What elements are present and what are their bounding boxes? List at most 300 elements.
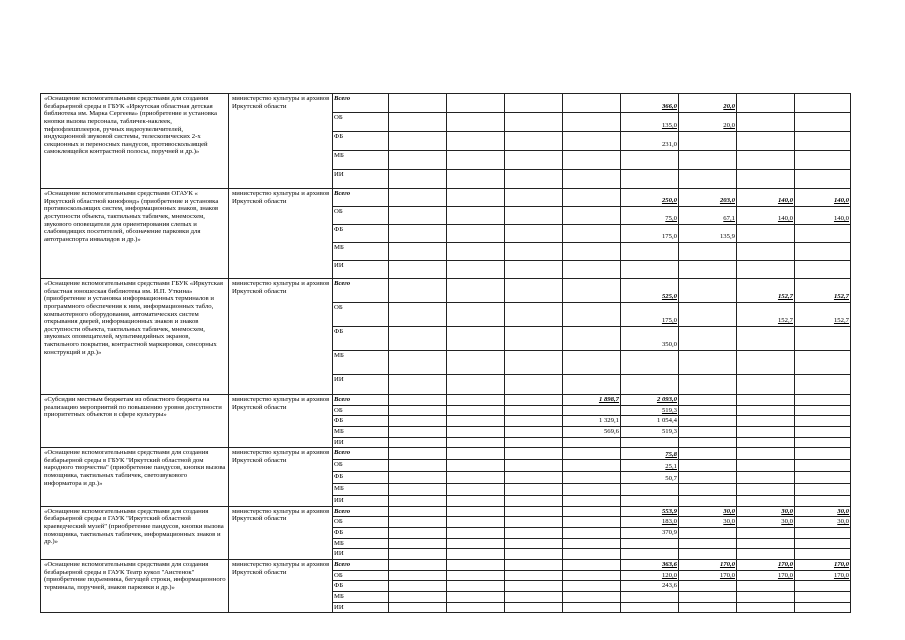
funding-source: ОБ <box>333 207 389 225</box>
amount-cell <box>737 528 795 539</box>
amount-cell <box>447 506 505 517</box>
amount-cell <box>505 460 563 472</box>
amount-cell <box>447 591 505 602</box>
amount-cell <box>389 448 447 460</box>
amount-cell <box>389 472 447 484</box>
amount-cell <box>679 484 737 496</box>
amount-cell <box>795 395 851 406</box>
amount-cell <box>447 426 505 437</box>
table-row <box>41 448 851 460</box>
amount-cell: 30,0 <box>679 517 737 528</box>
amount-cell <box>795 426 851 437</box>
amount-cell <box>563 496 621 507</box>
amount-cell <box>389 395 447 406</box>
amount-cell: 525,0 <box>621 279 679 303</box>
amount-cell <box>447 113 505 132</box>
amount-cell <box>563 549 621 560</box>
table-row <box>41 279 851 303</box>
amount-cell <box>795 132 851 151</box>
amount-cell <box>737 602 795 613</box>
amount-cell <box>505 113 563 132</box>
amount-cell <box>389 207 447 225</box>
amount-cell: 1 329,1 <box>563 416 621 427</box>
amount-cell <box>389 113 447 132</box>
amount-cell <box>389 405 447 416</box>
amount-cell <box>621 602 679 613</box>
amount-cell <box>389 151 447 170</box>
funding-source: ОБ <box>333 405 389 416</box>
amount-cell <box>795 225 851 243</box>
amount-cell <box>505 351 563 375</box>
amount-cell <box>389 528 447 539</box>
amount-cell <box>563 405 621 416</box>
amount-cell <box>505 189 563 207</box>
amount-cell <box>679 448 737 460</box>
amount-cell <box>563 560 621 571</box>
amount-cell: 152,7 <box>737 279 795 303</box>
amount-cell: 20,0 <box>679 94 737 113</box>
amount-cell <box>447 279 505 303</box>
funding-source: ФБ <box>333 132 389 151</box>
funding-source: ИИ <box>333 261 389 279</box>
amount-cell <box>447 472 505 484</box>
amount-cell <box>795 549 851 560</box>
amount-cell <box>447 207 505 225</box>
measure-description: «Оснащение вспомогательными средствами ОГАУК « Иркутский областной кинофонд» (приобретение и установка противоскользящих систем, информационных знаков, знаков доступности объекта, тактильных табличек, мнемосхем, звукового оповещателя для ориентирования слепых и слабовидящих посетителей, обозначение парковки для автотранспорта инвалидов и др.)» <box>41 189 229 279</box>
amount-cell: 67,1 <box>679 207 737 225</box>
amount-cell <box>795 243 851 261</box>
amount-cell <box>795 496 851 507</box>
amount-cell <box>389 170 447 189</box>
amount-cell <box>447 560 505 571</box>
amount-cell <box>389 375 447 395</box>
amount-cell <box>563 581 621 592</box>
amount-cell <box>505 243 563 261</box>
funding-source: МБ <box>333 151 389 170</box>
amount-cell <box>447 460 505 472</box>
amount-cell <box>737 243 795 261</box>
amount-cell <box>679 591 737 602</box>
amount-cell: 152,7 <box>737 303 795 327</box>
amount-cell <box>795 528 851 539</box>
funding-source: Всего <box>333 395 389 406</box>
amount-cell <box>447 437 505 448</box>
amount-cell <box>505 416 563 427</box>
amount-cell: 243,6 <box>621 581 679 592</box>
amount-cell <box>621 351 679 375</box>
amount-cell: 140,0 <box>737 189 795 207</box>
amount-cell <box>621 591 679 602</box>
measure-description: «Оснащение вспомогательными средствами для создания безбарьерной среды в ГАУК "Иркутский областной краеведческий музей" (приобретение пандусов, кнопки вызова помощника, тактильных табличек, информационных знаков и др.)» <box>41 506 229 559</box>
amount-cell <box>447 94 505 113</box>
measure-description: «Субсидии местным бюджетам из областного бюджета на реализацию мероприятий по повышению уровня доступности приоритетных объектов в сфере культуры» <box>41 395 229 448</box>
amount-cell <box>795 261 851 279</box>
amount-cell: 170,0 <box>795 570 851 581</box>
funding-source: Всего <box>333 94 389 113</box>
amount-cell <box>447 375 505 395</box>
amount-cell <box>389 581 447 592</box>
amount-cell <box>563 375 621 395</box>
amount-cell <box>389 460 447 472</box>
amount-cell <box>679 351 737 375</box>
amount-cell <box>737 460 795 472</box>
amount-cell <box>737 549 795 560</box>
amount-cell <box>505 528 563 539</box>
amount-cell <box>447 484 505 496</box>
amount-cell <box>737 416 795 427</box>
table-row <box>41 395 851 406</box>
amount-cell <box>737 170 795 189</box>
amount-cell: 170,0 <box>679 560 737 571</box>
funding-source: МБ <box>333 538 389 549</box>
amount-cell: 20,0 <box>679 113 737 132</box>
amount-cell <box>563 351 621 375</box>
amount-cell <box>563 279 621 303</box>
amount-cell <box>505 405 563 416</box>
funding-source: МБ <box>333 484 389 496</box>
amount-cell <box>447 261 505 279</box>
funding-source: Всего <box>333 189 389 207</box>
amount-cell <box>679 261 737 279</box>
amount-cell <box>389 426 447 437</box>
amount-cell <box>737 151 795 170</box>
amount-cell <box>737 496 795 507</box>
amount-cell <box>389 437 447 448</box>
amount-cell <box>447 538 505 549</box>
amount-cell <box>563 189 621 207</box>
funding-source: ИИ <box>333 170 389 189</box>
funding-source: МБ <box>333 426 389 437</box>
amount-cell <box>389 132 447 151</box>
amount-cell: 170,0 <box>795 560 851 571</box>
amount-cell <box>737 351 795 375</box>
amount-cell <box>505 570 563 581</box>
funding-source: ИИ <box>333 549 389 560</box>
amount-cell <box>563 170 621 189</box>
amount-cell <box>795 94 851 113</box>
amount-cell <box>389 560 447 571</box>
amount-cell: 30,0 <box>795 517 851 528</box>
amount-cell <box>795 484 851 496</box>
amount-cell: 2 093,0 <box>621 395 679 406</box>
amount-cell <box>563 94 621 113</box>
amount-cell: 350,0 <box>621 327 679 351</box>
amount-cell: 231,0 <box>621 132 679 151</box>
amount-cell: 370,9 <box>621 528 679 539</box>
amount-cell <box>621 375 679 395</box>
amount-cell <box>679 405 737 416</box>
amount-cell <box>679 549 737 560</box>
executor: министерство культуры и архивов Иркутской области <box>229 506 333 559</box>
measure-description: «Оснащение вспомогательными средствами для создания безбарьерной среды в ГБУК «Иркутская областная детская библиотека им. Марка Сергеева» (приобретение и установка кнопки вызова персонала, табличек-наклеек, тифлофлешплееров, ручных видеоувеличителей, индукционной звуковой системы, телескопических 2-х секционных и переносных пандусов, противоскользящей самоклеящейся контрастной полосы, поручней и др.)» <box>41 94 229 189</box>
amount-cell <box>679 472 737 484</box>
amount-cell <box>737 375 795 395</box>
amount-cell <box>737 225 795 243</box>
amount-cell <box>621 170 679 189</box>
amount-cell <box>795 351 851 375</box>
funding-source: ФБ <box>333 528 389 539</box>
amount-cell <box>737 484 795 496</box>
funding-source: ФБ <box>333 416 389 427</box>
amount-cell <box>505 261 563 279</box>
amount-cell <box>389 538 447 549</box>
amount-cell <box>679 528 737 539</box>
amount-cell <box>795 327 851 351</box>
amount-cell: 50,7 <box>621 472 679 484</box>
amount-cell <box>505 496 563 507</box>
amount-cell <box>795 602 851 613</box>
funding-source: Всего <box>333 560 389 571</box>
amount-cell: 135,0 <box>621 113 679 132</box>
amount-cell: 30,0 <box>679 506 737 517</box>
executor: министерство культуры и архивов Иркутской области <box>229 279 333 395</box>
amount-cell: 140,0 <box>795 189 851 207</box>
amount-cell <box>563 327 621 351</box>
amount-cell <box>795 170 851 189</box>
amount-cell: 140,0 <box>737 207 795 225</box>
amount-cell <box>505 327 563 351</box>
funding-source: ИИ <box>333 375 389 395</box>
amount-cell <box>447 602 505 613</box>
amount-cell <box>563 602 621 613</box>
amount-cell <box>389 517 447 528</box>
amount-cell <box>447 170 505 189</box>
amount-cell: 140,0 <box>795 207 851 225</box>
amount-cell: 152,7 <box>795 279 851 303</box>
amount-cell <box>389 351 447 375</box>
measure-description: «Оснащение вспомогательными средствами для создания безбарьерной среды в ГАУК Театр кукол "Аистенок"(приобретение подъемника, бегущей строки, информационного терминала, поручней, знаков парковки и др.)» <box>41 560 229 613</box>
amount-cell <box>563 460 621 472</box>
amount-cell <box>447 528 505 539</box>
amount-cell <box>505 303 563 327</box>
amount-cell: 1 898,7 <box>563 395 621 406</box>
amount-cell <box>795 591 851 602</box>
amount-cell <box>505 279 563 303</box>
amount-cell <box>389 591 447 602</box>
amount-cell <box>447 416 505 427</box>
amount-cell <box>795 581 851 592</box>
amount-cell <box>737 581 795 592</box>
funding-source: ФБ <box>333 327 389 351</box>
amount-cell: 170,0 <box>737 570 795 581</box>
amount-cell <box>795 113 851 132</box>
amount-cell: 183,0 <box>621 517 679 528</box>
amount-cell <box>389 549 447 560</box>
amount-cell <box>795 448 851 460</box>
funding-source: ИИ <box>333 496 389 507</box>
amount-cell <box>679 602 737 613</box>
executor: министерство культуры и архивов Иркутской области <box>229 189 333 279</box>
amount-cell <box>389 261 447 279</box>
amount-cell <box>737 538 795 549</box>
amount-cell <box>679 437 737 448</box>
amount-cell <box>389 416 447 427</box>
amount-cell <box>737 94 795 113</box>
amount-cell <box>505 517 563 528</box>
amount-cell <box>737 472 795 484</box>
amount-cell: 363,6 <box>621 560 679 571</box>
measure-description: «Оснащение вспомогательными средствами для создания безбарьерной среды в ГБУК "Иркутский областной дом народного творчества" (приобретение пандусов, кнопки вызова помощника, тактильных табличек, светозвукового информатора и др.)» <box>41 448 229 507</box>
amount-cell <box>563 506 621 517</box>
amount-cell <box>621 437 679 448</box>
amount-cell <box>679 581 737 592</box>
amount-cell <box>447 132 505 151</box>
amount-cell <box>389 506 447 517</box>
amount-cell <box>505 581 563 592</box>
funding-source: ОБ <box>333 303 389 327</box>
amount-cell <box>737 132 795 151</box>
amount-cell: 175,0 <box>621 225 679 243</box>
amount-cell <box>737 426 795 437</box>
amount-cell <box>563 472 621 484</box>
amount-cell <box>505 591 563 602</box>
executor: министерство культуры и архивов Иркутской области <box>229 94 333 189</box>
program-table <box>40 93 851 613</box>
amount-cell: 553,9 <box>621 506 679 517</box>
funding-source: МБ <box>333 243 389 261</box>
amount-cell <box>447 327 505 351</box>
amount-cell <box>389 303 447 327</box>
amount-cell <box>679 151 737 170</box>
amount-cell <box>679 426 737 437</box>
amount-cell <box>621 496 679 507</box>
amount-cell <box>447 243 505 261</box>
amount-cell <box>679 132 737 151</box>
executor: министерство культуры и архивов Иркутской области <box>229 448 333 507</box>
amount-cell <box>447 151 505 170</box>
amount-cell: 30,0 <box>795 506 851 517</box>
amount-cell <box>389 496 447 507</box>
amount-cell: 203,0 <box>679 189 737 207</box>
funding-source: ОБ <box>333 570 389 581</box>
amount-cell <box>447 351 505 375</box>
amount-cell <box>447 517 505 528</box>
amount-cell <box>679 243 737 261</box>
amount-cell <box>737 448 795 460</box>
amount-cell <box>389 484 447 496</box>
amount-cell <box>505 132 563 151</box>
amount-cell: 120,0 <box>621 570 679 581</box>
amount-cell: 170,0 <box>737 560 795 571</box>
amount-cell <box>505 602 563 613</box>
amount-cell <box>679 416 737 427</box>
amount-cell: 75,0 <box>621 207 679 225</box>
amount-cell <box>795 472 851 484</box>
amount-cell <box>447 225 505 243</box>
funding-source: ОБ <box>333 460 389 472</box>
amount-cell <box>505 560 563 571</box>
amount-cell: 366,0 <box>621 94 679 113</box>
executor: министерство культуры и архивов Иркутской области <box>229 395 333 448</box>
amount-cell: 170,0 <box>679 570 737 581</box>
amount-cell <box>621 538 679 549</box>
amount-cell <box>563 528 621 539</box>
amount-cell <box>679 395 737 406</box>
amount-cell <box>563 448 621 460</box>
funding-source: ФБ <box>333 472 389 484</box>
funding-source: МБ <box>333 351 389 375</box>
amount-cell <box>679 496 737 507</box>
table-row <box>41 506 851 517</box>
amount-cell <box>621 549 679 560</box>
amount-cell <box>679 538 737 549</box>
amount-cell <box>621 261 679 279</box>
amount-cell <box>737 327 795 351</box>
funding-source: ИИ <box>333 602 389 613</box>
amount-cell <box>563 261 621 279</box>
amount-cell <box>679 170 737 189</box>
funding-source: ОБ <box>333 517 389 528</box>
amount-cell <box>505 448 563 460</box>
amount-cell <box>447 395 505 406</box>
amount-cell <box>563 151 621 170</box>
amount-cell: 135,9 <box>679 225 737 243</box>
amount-cell <box>737 405 795 416</box>
amount-cell <box>447 549 505 560</box>
amount-cell <box>563 207 621 225</box>
amount-cell: 30,0 <box>737 517 795 528</box>
amount-cell <box>795 375 851 395</box>
amount-cell <box>563 437 621 448</box>
amount-cell <box>679 327 737 351</box>
amount-cell: 30,0 <box>737 506 795 517</box>
amount-cell <box>505 437 563 448</box>
amount-cell <box>389 570 447 581</box>
amount-cell <box>505 484 563 496</box>
amount-cell <box>505 207 563 225</box>
amount-cell <box>389 243 447 261</box>
amount-cell <box>389 94 447 113</box>
amount-cell <box>679 303 737 327</box>
amount-cell: 519,3 <box>621 405 679 416</box>
funding-source: ФБ <box>333 581 389 592</box>
amount-cell <box>737 437 795 448</box>
amount-cell <box>795 460 851 472</box>
amount-cell <box>505 506 563 517</box>
amount-cell <box>563 484 621 496</box>
amount-cell <box>447 405 505 416</box>
amount-cell <box>389 225 447 243</box>
amount-cell: 569,6 <box>563 426 621 437</box>
amount-cell <box>505 375 563 395</box>
amount-cell <box>679 460 737 472</box>
funding-source: Всего <box>333 279 389 303</box>
amount-cell <box>737 591 795 602</box>
funding-source: Всего <box>333 448 389 460</box>
amount-cell <box>795 437 851 448</box>
amount-cell <box>447 496 505 507</box>
amount-cell: 175,0 <box>621 303 679 327</box>
amount-cell <box>621 151 679 170</box>
executor: министерство культуры и архивов Иркутской области <box>229 560 333 613</box>
funding-source: МБ <box>333 591 389 602</box>
amount-cell <box>447 570 505 581</box>
amount-cell <box>737 261 795 279</box>
funding-source: ОБ <box>333 113 389 132</box>
amount-cell <box>563 132 621 151</box>
table-body <box>41 94 851 613</box>
amount-cell <box>679 375 737 395</box>
amount-cell <box>563 538 621 549</box>
amount-cell <box>447 189 505 207</box>
amount-cell <box>563 225 621 243</box>
amount-cell <box>389 602 447 613</box>
table-row <box>41 94 851 113</box>
amount-cell <box>737 113 795 132</box>
amount-cell <box>505 94 563 113</box>
amount-cell <box>563 591 621 602</box>
amount-cell <box>505 538 563 549</box>
